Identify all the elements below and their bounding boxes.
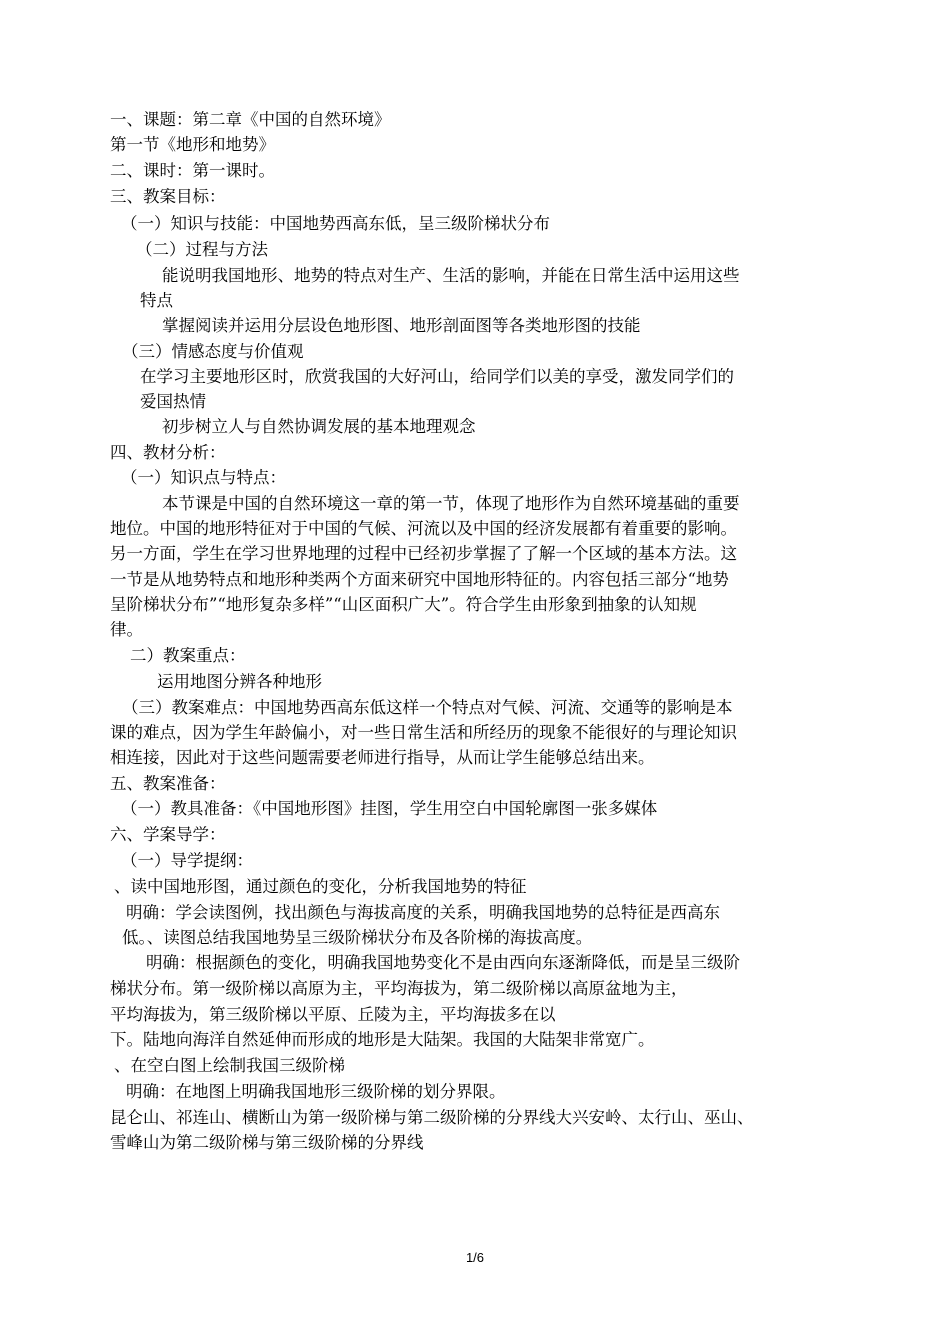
text-line: （一）知识与技能：中国地势西高东低，呈三级阶梯状分布 (121, 214, 550, 233)
text-line: 特点 (140, 291, 173, 310)
text-line: （二）过程与方法 (136, 240, 268, 259)
page-number: 1/6 (465, 1250, 485, 1265)
text-line: 爱国热情 (140, 392, 206, 411)
text-line: 明确：学会读图例，找出颜色与海拔高度的关系，明确我国地势的总特征是西高东 (126, 903, 720, 922)
text-line: 雪峰山为第二级阶梯与第三级阶梯的分界线 (110, 1133, 424, 1152)
text-line: 明确：根据颜色的变化，明确我国地势变化不是由西向东逐渐降低，而是呈三级阶 (146, 953, 740, 972)
text-line: （一）知识点与特点： (121, 468, 286, 487)
text-line: 五、教案准备： (110, 774, 226, 793)
text-line: 明确：在地图上明确我国地形三级阶梯的划分界限。 (126, 1082, 506, 1101)
text-line: 低。、读图总结我国地势呈三级阶梯状分布及各阶梯的海拔高度。 (122, 928, 593, 947)
text-line: 初步树立人与自然协调发展的基本地理观念 (162, 417, 476, 436)
text-line: 地位。中国的地形特征对于中国的气候、河流以及中国的经济发展都有着重要的影响。 (110, 519, 737, 538)
text-line: 第一节《地形和地势》 (110, 135, 275, 154)
text-line: 呈阶梯状分布”“地形复杂多样”“山区面积广大”。符合学生由形象到抽象的认知规 (110, 595, 697, 614)
text-line: （一）导学提纲： (121, 851, 253, 870)
text-line: 、读中国地形图，通过颜色的变化，分析我国地势的特征 (114, 877, 527, 896)
text-line: 掌握阅读并运用分层设色地形图、地形剖面图等各类地形图的技能 (162, 316, 641, 335)
text-line: 能说明我国地形、地势的特点对生产、生活的影响，并能在日常生活中运用这些 (162, 266, 740, 285)
text-line: 四、教材分析： (110, 443, 226, 462)
text-line: 律。 (110, 620, 143, 639)
text-line: 一节是从地势特点和地形种类两个方面来研究中国地形特征的。内容包括三部分“地势 (110, 570, 729, 589)
text-line: （三）情感态度与价值观 (122, 342, 304, 361)
text-line: 平均海拔为，第三级阶梯以平原、丘陵为主，平均海拔多在以 (110, 1005, 556, 1024)
text-line: 下。陆地向海洋自然延伸而形成的地形是大陆架。我国的大陆架非常宽广。 (110, 1030, 655, 1049)
text-line: 在学习主要地形区时，欣赏我国的大好河山，给同学们以美的享受，激发同学们的 (140, 367, 734, 386)
text-line: 另一方面，学生在学习世界地理的过程中已经初步掌握了了解一个区域的基本方法。这 (110, 544, 737, 563)
text-line: 运用地图分辨各种地形 (157, 672, 322, 691)
text-line: 、在空白图上绘制我国三级阶梯 (114, 1056, 345, 1075)
text-line: 三、教案目标： (110, 187, 226, 206)
text-line: 二、课时：第一课时。 (110, 161, 275, 180)
text-line: 六、学案导学： (110, 825, 226, 844)
text-line: 二）教案重点： (130, 646, 246, 665)
text-line: 一、课题：第二章《中国的自然环境》 (110, 110, 391, 129)
text-line: （三）教案难点：中国地势西高东低这样一个特点对气候、河流、交通等的影响是本 (122, 698, 733, 717)
text-line: 相连接，因此对于这些问题需要老师进行指导，从而让学生能够总结出来。 (110, 748, 655, 767)
text-line: 昆仑山、祁连山、横断山为第一级阶梯与第二级阶梯的分界线大兴安岭、太行山、巫山、 (110, 1108, 754, 1127)
text-line: （一）教具准备：《中国地形图》挂图，学生用空白中国轮廓图一张多媒体 (121, 799, 658, 818)
text-line: 梯状分布。第一级阶梯以高原为主，平均海拔为，第二级阶梯以高原盆地为主， (110, 979, 688, 998)
text-line: 课的难点，因为学生年龄偏小，对一些日常生活和所经历的现象不能很好的与理论知识 (110, 723, 737, 742)
text-line: 本节课是中国的自然环境这一章的第一节，体现了地形作为自然环境基础的重要 (162, 494, 740, 513)
